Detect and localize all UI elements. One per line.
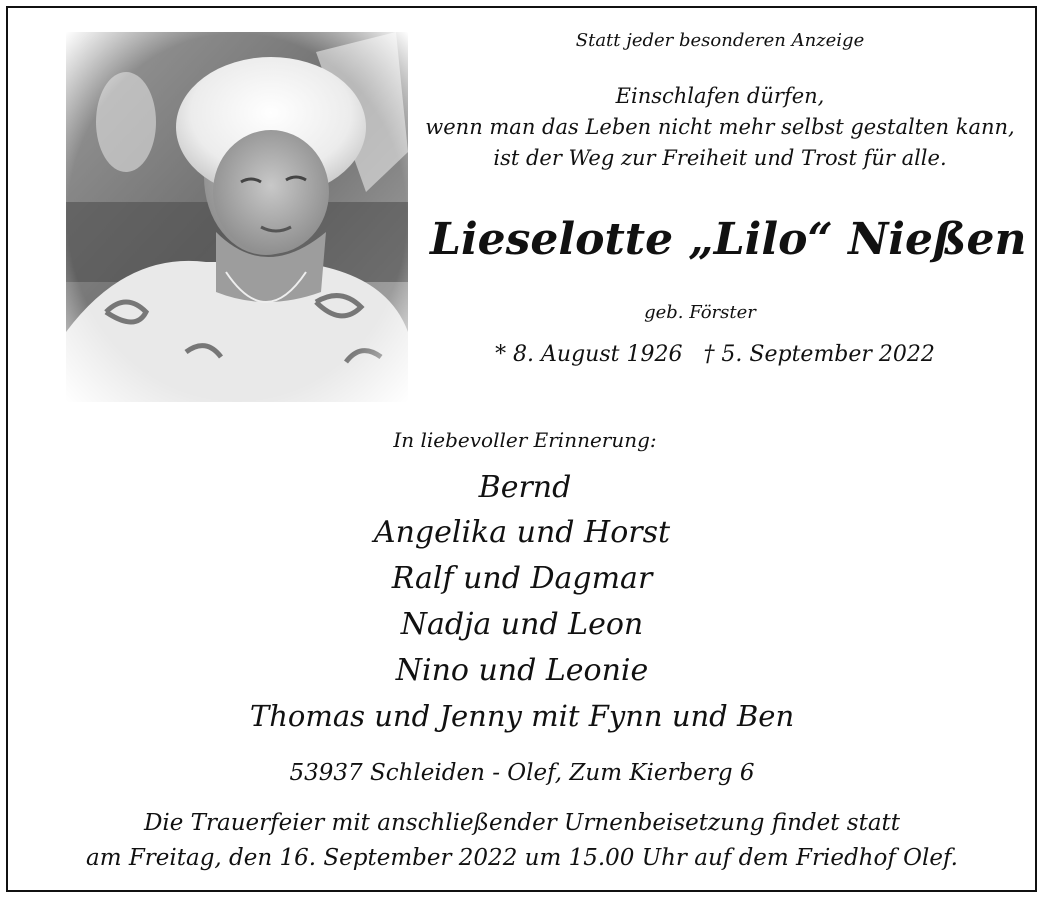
mourner-1: Bernd xyxy=(478,470,572,505)
quote-line-1: Einschlafen dürfen, xyxy=(615,84,825,108)
life-dates: * 8. August 1926 † 5. September 2022 xyxy=(495,342,935,367)
deceased-name: Lieselotte „Lilo“ Nießen xyxy=(430,214,1027,265)
mourner-6: Thomas und Jenny mit Fynn und Ben xyxy=(249,699,795,733)
portrait-image xyxy=(66,32,408,402)
portrait-photo xyxy=(66,32,408,402)
birth-name: geb. Förster xyxy=(644,302,756,323)
ceremony-line-1: Die Trauerfeier mit anschließender Urnenbeisetzung findet statt xyxy=(143,810,901,836)
quote-line-3: ist der Weg zur Freiheit und Trost für alle. xyxy=(493,146,947,170)
mourner-4: Nadja und Leon xyxy=(400,607,644,642)
remembrance-label: In liebevoller Erinnerung: xyxy=(393,428,657,452)
mourner-5: Nino und Leonie xyxy=(395,653,649,688)
ceremony-line-2: am Freitag, den 16. September 2022 um 15.00 Uhr auf dem Friedhof Olef. xyxy=(86,845,958,871)
mourner-3: Ralf und Dagmar xyxy=(391,561,653,596)
address: 53937 Schleiden - Olef, Zum Kierberg 6 xyxy=(289,760,755,786)
quote-line-2: wenn man das Leben nicht mehr selbst gestalten kann, xyxy=(425,115,1015,139)
mourner-2: Angelika und Horst xyxy=(373,515,671,550)
notice-header: Statt jeder besonderen Anzeige xyxy=(575,30,865,51)
